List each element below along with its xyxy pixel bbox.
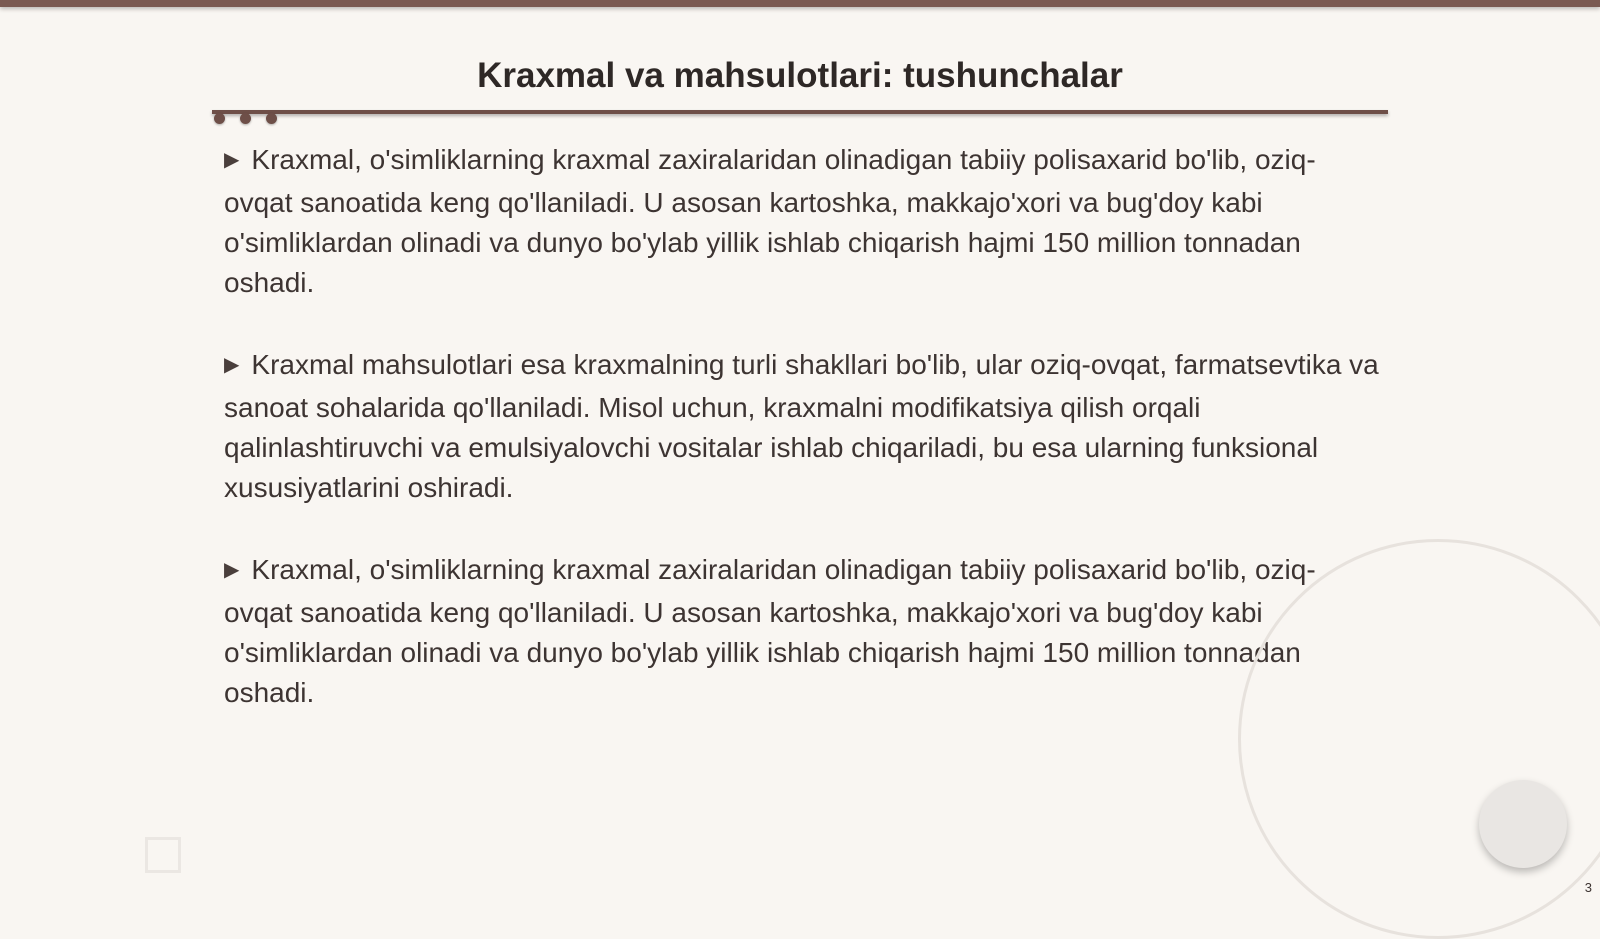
triangle-right-icon: ▶ xyxy=(224,559,240,581)
divider-dot xyxy=(266,113,277,124)
triangle-right-icon: ▶ xyxy=(224,149,240,171)
paragraph-text: Kraxmal, o'simliklarning kraxmal zaxiralaridan olinadigan tabiiy polisaxarid bo'lib, oziq-ovqat sanoatida keng qo'llaniladi. U asosan kartoshka, makkajo'xori va bug'doy kabi o'simliklardan olinadi va dunyo bo'ylab yillik ishlab chiqarish hajmi 150 million tonnadan oshadi. xyxy=(224,554,1316,708)
top-accent-bar xyxy=(0,0,1600,7)
bullet-paragraph xyxy=(224,550,1384,713)
paragraph-text: Kraxmal mahsulotlari esa kraxmalning turli shakllari bo'lib, ular oziq-ovqat, farmatsevtika va sanoat sohalarida qo'llaniladi. Misol uchun, kraxmalni modifikatsiya qilish orqali qalinlashtiruvchi va emulsiyalovchi vositalar ishlab chiqariladi, bu esa ularning funksional xususiyatlarini oshiradi. xyxy=(224,349,1379,503)
bullet-paragraph xyxy=(224,140,1384,303)
bullet-paragraph xyxy=(224,345,1384,508)
slide-title: Kraxmal va mahsulotlari: tushunchalar xyxy=(477,56,1123,95)
triangle-right-icon: ▶ xyxy=(224,354,240,376)
divider-dot xyxy=(214,113,225,124)
divider-dot xyxy=(240,113,251,124)
decorative-square xyxy=(145,837,181,873)
paragraph-text: Kraxmal, o'simliklarning kraxmal zaxiralaridan olinadigan tabiiy polisaxarid bo'lib, oziq-ovqat sanoatida keng qo'llaniladi. U asosan kartoshka, makkajo'xori va bug'doy kabi o'simliklardan olinadi va dunyo bo'ylab yillik ishlab chiqarish hajmi 150 million tonnadan oshadi. xyxy=(224,144,1316,298)
slide-number: 3 xyxy=(1584,880,1592,895)
title-divider xyxy=(212,110,1388,114)
slide-body xyxy=(224,140,1384,755)
decorative-circle xyxy=(1479,780,1567,868)
